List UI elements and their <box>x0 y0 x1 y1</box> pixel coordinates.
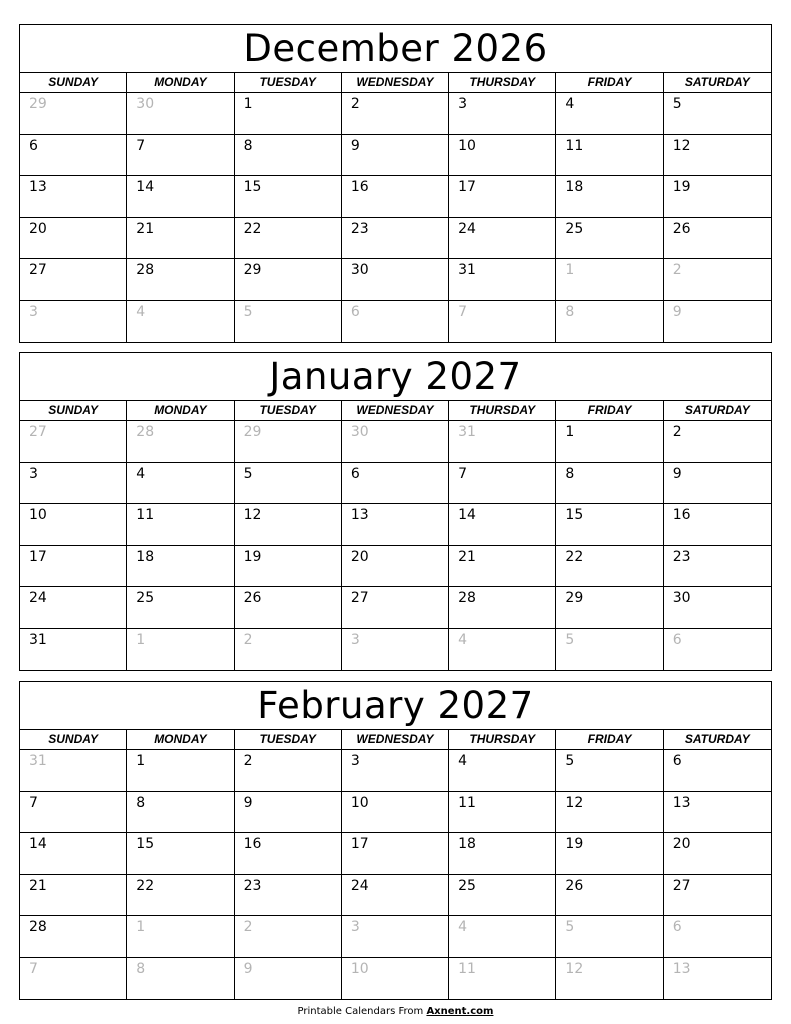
day-cell: 29 <box>556 587 663 629</box>
weekday-label: THURSDAY <box>449 73 556 92</box>
day-cell: 9 <box>342 135 449 177</box>
day-cell: 24 <box>342 875 449 917</box>
day-cell: 14 <box>127 176 234 218</box>
adjacent-month-day-cell: 3 <box>342 629 449 671</box>
adjacent-month-day-cell: 2 <box>235 629 342 671</box>
adjacent-month-day-cell: 3 <box>342 916 449 958</box>
day-cell: 7 <box>20 792 127 834</box>
adjacent-month-day-cell: 30 <box>127 93 234 135</box>
weekday-label: MONDAY <box>127 73 234 92</box>
month-calendar-january-2027 <box>19 352 772 671</box>
weekday-label: FRIDAY <box>556 73 663 92</box>
day-cell: 19 <box>235 546 342 588</box>
day-cell: 28 <box>20 916 127 958</box>
footer-prefix: Printable Calendars From <box>297 1006 427 1017</box>
adjacent-month-day-cell: 29 <box>235 421 342 463</box>
weekday-label: SUNDAY <box>20 73 127 92</box>
adjacent-month-day-cell: 4 <box>449 916 556 958</box>
adjacent-month-day-cell: 6 <box>342 301 449 343</box>
day-cell: 23 <box>664 546 771 588</box>
weekday-label: MONDAY <box>127 401 234 420</box>
month-title: December 2026 <box>20 25 771 73</box>
day-cell: 8 <box>235 135 342 177</box>
adjacent-month-day-cell: 5 <box>556 916 663 958</box>
adjacent-month-day-cell: 31 <box>449 421 556 463</box>
day-cell: 31 <box>20 629 127 671</box>
day-cell: 17 <box>20 546 127 588</box>
day-cell: 27 <box>664 875 771 917</box>
day-cell: 30 <box>342 259 449 301</box>
adjacent-month-day-cell: 3 <box>20 301 127 343</box>
adjacent-month-day-cell: 5 <box>235 301 342 343</box>
month-calendar-february-2027 <box>19 681 772 1000</box>
adjacent-month-day-cell: 7 <box>20 958 127 1000</box>
weekday-label: WEDNESDAY <box>342 730 449 749</box>
weekday-label: THURSDAY <box>449 730 556 749</box>
adjacent-month-day-cell: 27 <box>20 421 127 463</box>
day-cell: 24 <box>20 587 127 629</box>
weekday-label: FRIDAY <box>556 401 663 420</box>
day-cell: 7 <box>449 463 556 505</box>
day-cell: 25 <box>127 587 234 629</box>
day-cell: 11 <box>556 135 663 177</box>
footer-site-link[interactable]: Axnent.com <box>426 1006 494 1017</box>
day-cell: 12 <box>664 135 771 177</box>
day-cell: 22 <box>235 218 342 260</box>
day-cell: 29 <box>235 259 342 301</box>
day-cell: 3 <box>342 750 449 792</box>
day-cell: 16 <box>664 504 771 546</box>
month-title: January 2027 <box>20 353 771 401</box>
day-cell: 26 <box>235 587 342 629</box>
day-cell: 12 <box>235 504 342 546</box>
day-cell: 9 <box>235 792 342 834</box>
adjacent-month-day-cell: 1 <box>127 629 234 671</box>
day-cell: 1 <box>235 93 342 135</box>
day-cell: 30 <box>664 587 771 629</box>
day-cell: 19 <box>556 833 663 875</box>
weekday-label: TUESDAY <box>235 73 342 92</box>
day-cell: 17 <box>449 176 556 218</box>
day-cell: 13 <box>342 504 449 546</box>
day-cell: 18 <box>449 833 556 875</box>
weekday-label: WEDNESDAY <box>342 401 449 420</box>
day-cell: 17 <box>342 833 449 875</box>
adjacent-month-day-cell: 2 <box>664 259 771 301</box>
day-cell: 23 <box>342 218 449 260</box>
day-cell: 20 <box>342 546 449 588</box>
day-cell: 15 <box>556 504 663 546</box>
day-cell: 16 <box>235 833 342 875</box>
day-cell: 10 <box>449 135 556 177</box>
day-cell: 22 <box>127 875 234 917</box>
day-cell: 11 <box>127 504 234 546</box>
day-cell: 27 <box>342 587 449 629</box>
day-cell: 23 <box>235 875 342 917</box>
adjacent-month-day-cell: 9 <box>672 303 682 320</box>
day-cell: 7 <box>127 135 234 177</box>
adjacent-month-day-cell: 1 <box>127 916 234 958</box>
weekday-label: SATURDAY <box>684 732 750 746</box>
adjacent-month-day-cell: 11 <box>449 958 556 1000</box>
weekday-label: SATURDAY <box>684 403 750 417</box>
day-cell: 18 <box>127 546 234 588</box>
weekday-header-row <box>20 730 771 750</box>
weekday-label: SATURDAY <box>684 75 750 89</box>
adjacent-month-day-cell: 7 <box>449 301 556 343</box>
adjacent-month-day-cell: 12 <box>556 958 663 1000</box>
day-cell: 19 <box>664 176 771 218</box>
day-cell: 5 <box>235 463 342 505</box>
adjacent-month-day-cell: 6 <box>672 631 682 648</box>
adjacent-month-day-cell: 9 <box>235 958 342 1000</box>
weekday-label: MONDAY <box>127 730 234 749</box>
day-cell: 9 <box>664 463 771 505</box>
month-title: February 2027 <box>20 682 771 730</box>
day-cell: 18 <box>556 176 663 218</box>
day-cell: 1 <box>556 421 663 463</box>
adjacent-month-day-cell: 1 <box>556 259 663 301</box>
day-cell: 12 <box>556 792 663 834</box>
day-cell: 25 <box>556 218 663 260</box>
day-cell: 21 <box>20 875 127 917</box>
day-cell: 21 <box>127 218 234 260</box>
day-cell: 11 <box>449 792 556 834</box>
day-cell: 14 <box>449 504 556 546</box>
day-cell: 1 <box>127 750 234 792</box>
adjacent-month-day-cell: 5 <box>556 629 663 671</box>
adjacent-month-day-cell: 31 <box>20 750 127 792</box>
day-cell: 6 <box>342 463 449 505</box>
adjacent-month-day-cell: 13 <box>672 960 691 977</box>
adjacent-month-day-cell: 8 <box>127 958 234 1000</box>
day-cell: 28 <box>449 587 556 629</box>
weekday-label: TUESDAY <box>235 730 342 749</box>
day-cell: 2 <box>235 750 342 792</box>
day-cell: 20 <box>664 833 771 875</box>
weekday-label: TUESDAY <box>235 401 342 420</box>
day-cell: 10 <box>342 792 449 834</box>
day-cell: 8 <box>127 792 234 834</box>
day-cell: 22 <box>556 546 663 588</box>
day-cell: 5 <box>664 93 771 135</box>
adjacent-month-day-cell: 2 <box>235 916 342 958</box>
weekday-header-row <box>20 401 771 421</box>
day-cell: 20 <box>20 218 127 260</box>
day-cell: 4 <box>449 750 556 792</box>
day-cell: 2 <box>342 93 449 135</box>
adjacent-month-day-cell: 6 <box>664 916 771 958</box>
day-cell: 21 <box>449 546 556 588</box>
adjacent-month-day-cell: 29 <box>20 93 127 135</box>
day-grid <box>20 93 771 342</box>
day-cell: 3 <box>20 463 127 505</box>
day-cell: 8 <box>556 463 663 505</box>
adjacent-month-day-cell: 4 <box>449 629 556 671</box>
adjacent-month-day-cell: 28 <box>127 421 234 463</box>
day-cell: 13 <box>664 792 771 834</box>
day-cell: 16 <box>342 176 449 218</box>
day-cell: 26 <box>556 875 663 917</box>
day-cell: 24 <box>449 218 556 260</box>
weekday-label: SUNDAY <box>20 730 127 749</box>
weekday-label: WEDNESDAY <box>342 73 449 92</box>
weekday-header-row <box>20 73 771 93</box>
weekday-label: SUNDAY <box>20 401 127 420</box>
day-cell: 2 <box>664 421 771 463</box>
day-cell: 10 <box>20 504 127 546</box>
day-cell: 3 <box>449 93 556 135</box>
day-cell: 26 <box>664 218 771 260</box>
weekday-label: FRIDAY <box>556 730 663 749</box>
day-cell: 14 <box>20 833 127 875</box>
adjacent-month-day-cell: 4 <box>127 301 234 343</box>
day-cell: 15 <box>127 833 234 875</box>
day-grid <box>20 750 771 999</box>
footer-credit <box>0 1005 791 1019</box>
day-cell: 25 <box>449 875 556 917</box>
month-calendar-december-2026 <box>19 24 772 343</box>
day-cell: 13 <box>20 176 127 218</box>
day-cell: 5 <box>556 750 663 792</box>
day-grid <box>20 421 771 670</box>
day-cell: 6 <box>20 135 127 177</box>
weekday-label: THURSDAY <box>449 401 556 420</box>
day-cell: 28 <box>127 259 234 301</box>
adjacent-month-day-cell: 8 <box>556 301 663 343</box>
day-cell: 6 <box>664 750 771 792</box>
day-cell: 4 <box>556 93 663 135</box>
day-cell: 27 <box>20 259 127 301</box>
adjacent-month-day-cell: 10 <box>342 958 449 1000</box>
day-cell: 31 <box>449 259 556 301</box>
day-cell: 15 <box>235 176 342 218</box>
day-cell: 4 <box>127 463 234 505</box>
adjacent-month-day-cell: 30 <box>342 421 449 463</box>
